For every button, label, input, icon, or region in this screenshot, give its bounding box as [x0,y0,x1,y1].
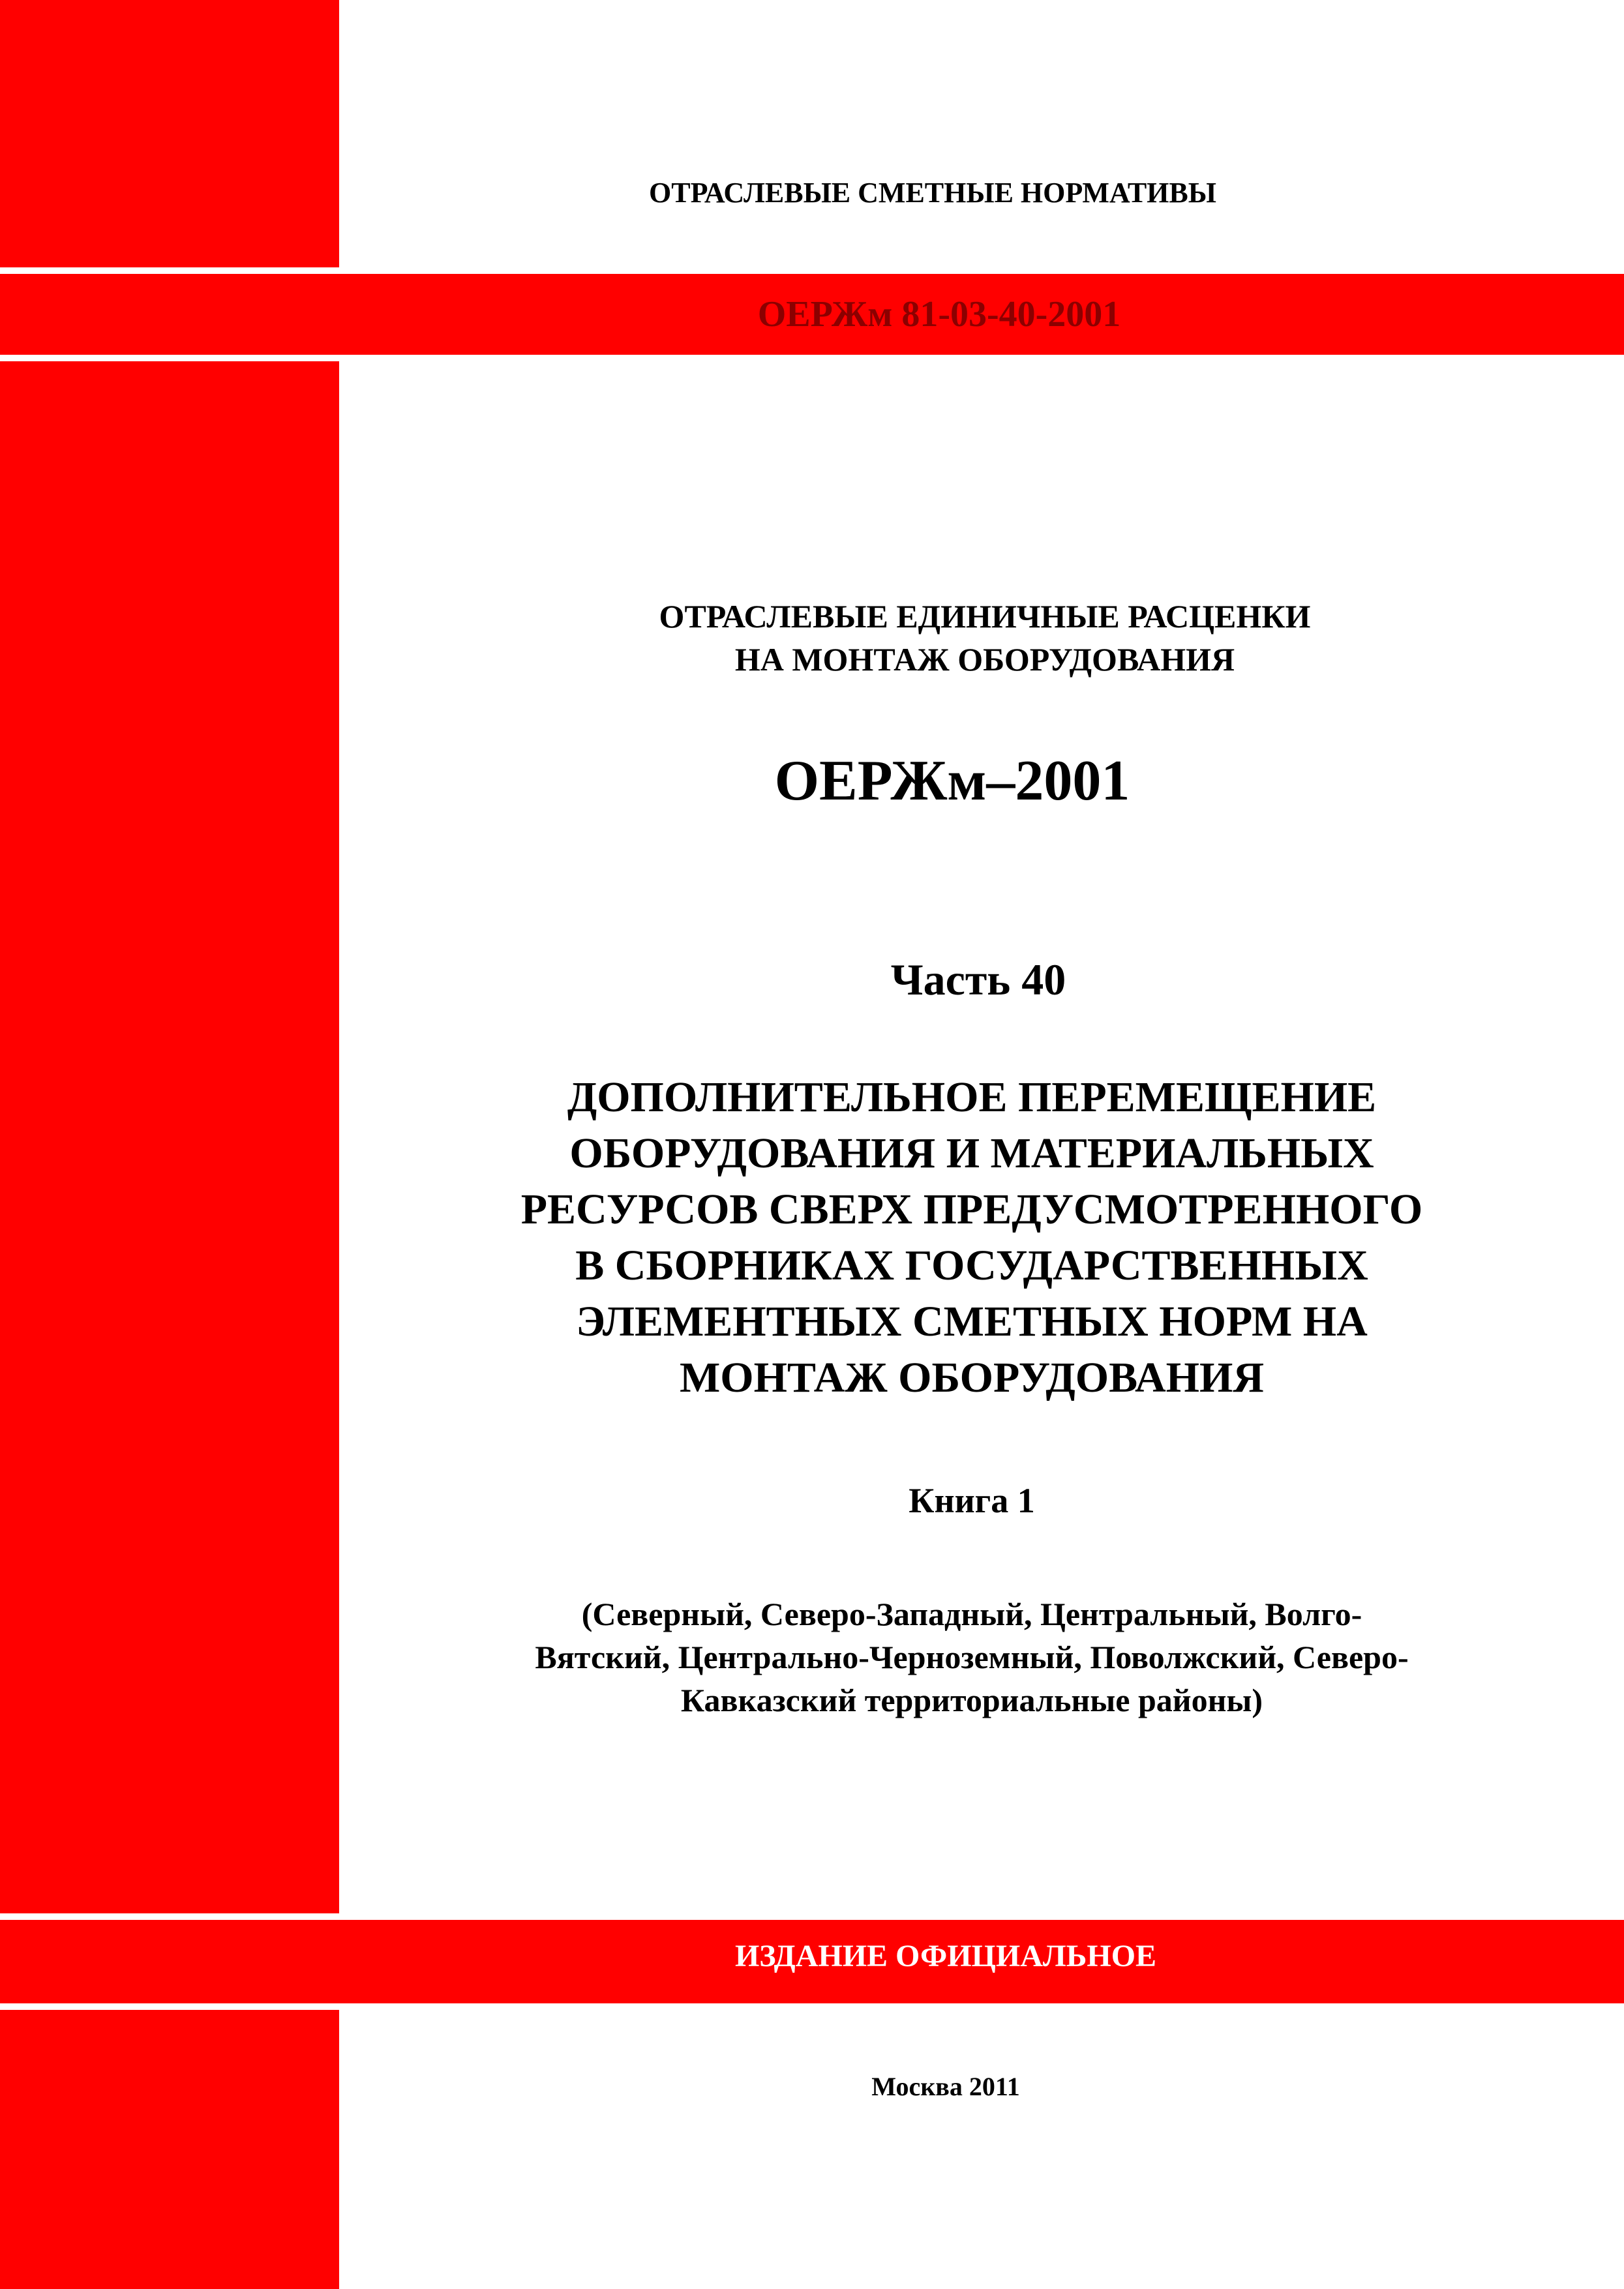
regions-line: Кавказский территориальные районы) [680,1682,1263,1718]
official-edition-label: ИЗДАНИЕ ОФИЦИАЛЬНОЕ [734,1939,1157,1973]
short-code-title: ОЕРЖм–2001 [774,749,1130,813]
rates-title-line: НА МОНТАЖ ОБОРУДОВАНИЯ [734,641,1235,678]
rates-title [496,595,1474,681]
rates-title-line: ОТРАСЛЕВЫЕ ЕДИНИЧНЫЕ РАСЦЕНКИ [659,598,1311,635]
main-title-line: МОНТАЖ ОБОРУДОВАНИЯ [679,1354,1265,1401]
left-bar-segment-bottom [0,2010,339,2289]
left-bar-segment-top [0,0,339,267]
city-year: Москва 2011 [871,2072,1020,2101]
left-bar-segment-middle [0,361,339,1913]
regions-line: Вятский, Центрально-Черноземный, Поволжский, Северо- [535,1639,1409,1675]
main-title-line: ЭЛЕМЕНТНЫХ СМЕТНЫХ НОРМ НА [576,1298,1368,1345]
book-label: Книга 1 [909,1481,1035,1520]
part-label: Часть 40 [890,955,1066,1004]
series-title: ОТРАСЛЕВЫЕ СМЕТНЫЕ НОРМАТИВЫ [649,177,1216,209]
main-title-line: РЕСУРСОВ СВЕРХ ПРЕДУСМОТРЕННОГО [520,1186,1423,1233]
main-title-line: В СБОРНИКАХ ГОСУДАРСТВЕННЫХ [575,1242,1368,1289]
main-title-line: ДОПОЛНИТЕЛЬНОЕ ПЕРЕМЕЩЕНИЕ [567,1073,1377,1121]
main-title-line: ОБОРУДОВАНИЯ И МАТЕРИАЛЬНЫХ [569,1130,1374,1177]
regions-line: (Северный, Северо-Западный, Центральный, Волго- [581,1596,1362,1632]
regions-list [430,1593,1513,1722]
document-code: ОЕРЖм 81-03-40-2001 [757,294,1121,335]
main-title [404,1070,1539,1406]
